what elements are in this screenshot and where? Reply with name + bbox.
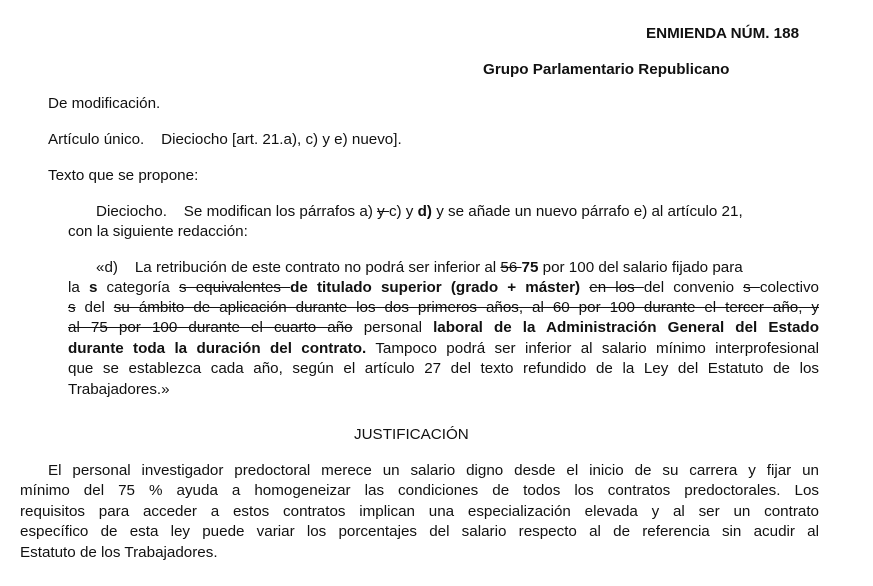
added-text: d)	[417, 203, 432, 220]
clause-text: colectivo	[759, 279, 819, 296]
justification-line-5: Estatuto de los Trabajadores.	[20, 544, 218, 561]
article-reference: Artículo único. Dieciocho [art. 21.a), c) y e) nuevo].	[48, 131, 402, 148]
amendment-type: De modificación.	[48, 95, 161, 112]
amendment-number: ENMIENDA NÚM. 188	[646, 25, 800, 42]
justification-line-4: específico de esta ley puede variar los porcentajes del salario respecto al de referencia sin acudir al	[20, 523, 819, 540]
deleted-text: su ámbito de aplicación durante los dos primeros años, al 60 por 100 durante el tercer año, y	[113, 299, 819, 316]
clause-text: categoría	[97, 279, 179, 296]
clause-line-3	[68, 298, 819, 318]
justification-line-3: requisitos para acceder a estos contratos implican una especialización elevada y al ser un contrato	[20, 503, 819, 520]
clause-line-6: que se establezca cada año, según el artículo 27 del texto refundido de la Ley del Estatuto de los	[68, 360, 819, 377]
intro-text: y se añade un nuevo párrafo e) al artículo 21,	[431, 203, 743, 220]
deleted-text: en los	[589, 279, 644, 296]
clause-line-7: Trabajadores.»	[68, 381, 170, 398]
clause-text	[580, 279, 589, 296]
clause-text: Tampoco podrá ser inferior al salario mínimo interprofesional	[366, 340, 819, 357]
clause-text: del convenio	[643, 279, 744, 296]
clause-line-2	[68, 278, 819, 298]
clause-text: personal	[352, 319, 434, 336]
intro-text: Dieciocho. Se modifican los párrafos a)	[96, 203, 378, 220]
added-text: durante toda la duración del contrato.	[68, 340, 367, 357]
clause-text: la	[68, 279, 89, 296]
deleted-text: s	[68, 299, 76, 316]
justification-line-2: mínimo del 75 % ayuda a homogeneizar las condiciones de todos los contratos predoctorales. Los	[20, 482, 819, 499]
clause-line-1	[96, 258, 743, 278]
proposal-label: Texto que se propone:	[48, 167, 199, 184]
parliamentary-group: Grupo Parlamentario Republicano	[483, 61, 730, 78]
deleted-text: y	[377, 203, 389, 220]
deleted-text: al 75 por 100 durante el cuarto año	[68, 319, 353, 336]
intro-text: c) y	[388, 203, 418, 220]
clause-text: por 100 del salario fijado para	[538, 259, 743, 276]
intro-line-2: con la siguiente redacción:	[68, 223, 248, 240]
added-text: laboral de la Administración General del Estado	[433, 319, 819, 336]
clause-text: «d) La retribución de este contrato no podrá ser inferior al	[96, 259, 501, 276]
clause-line-4	[68, 318, 819, 338]
added-text: s	[88, 279, 98, 296]
clause-line-5	[68, 339, 819, 359]
added-text: de titulado superior (grado + máster)	[290, 279, 581, 296]
deleted-text: s	[743, 279, 760, 296]
clause-text: del	[75, 299, 114, 316]
added-text: 75	[521, 259, 539, 276]
justification-title: JUSTIFICACIÓN	[354, 426, 469, 443]
deleted-text: s equivalentes	[179, 279, 291, 296]
intro-line-1	[96, 202, 743, 222]
justification-line-1: El personal investigador predoctoral merece un salario digno desde el inicio de su carrera y fijar un	[48, 462, 819, 479]
deleted-text: 56	[500, 259, 522, 276]
